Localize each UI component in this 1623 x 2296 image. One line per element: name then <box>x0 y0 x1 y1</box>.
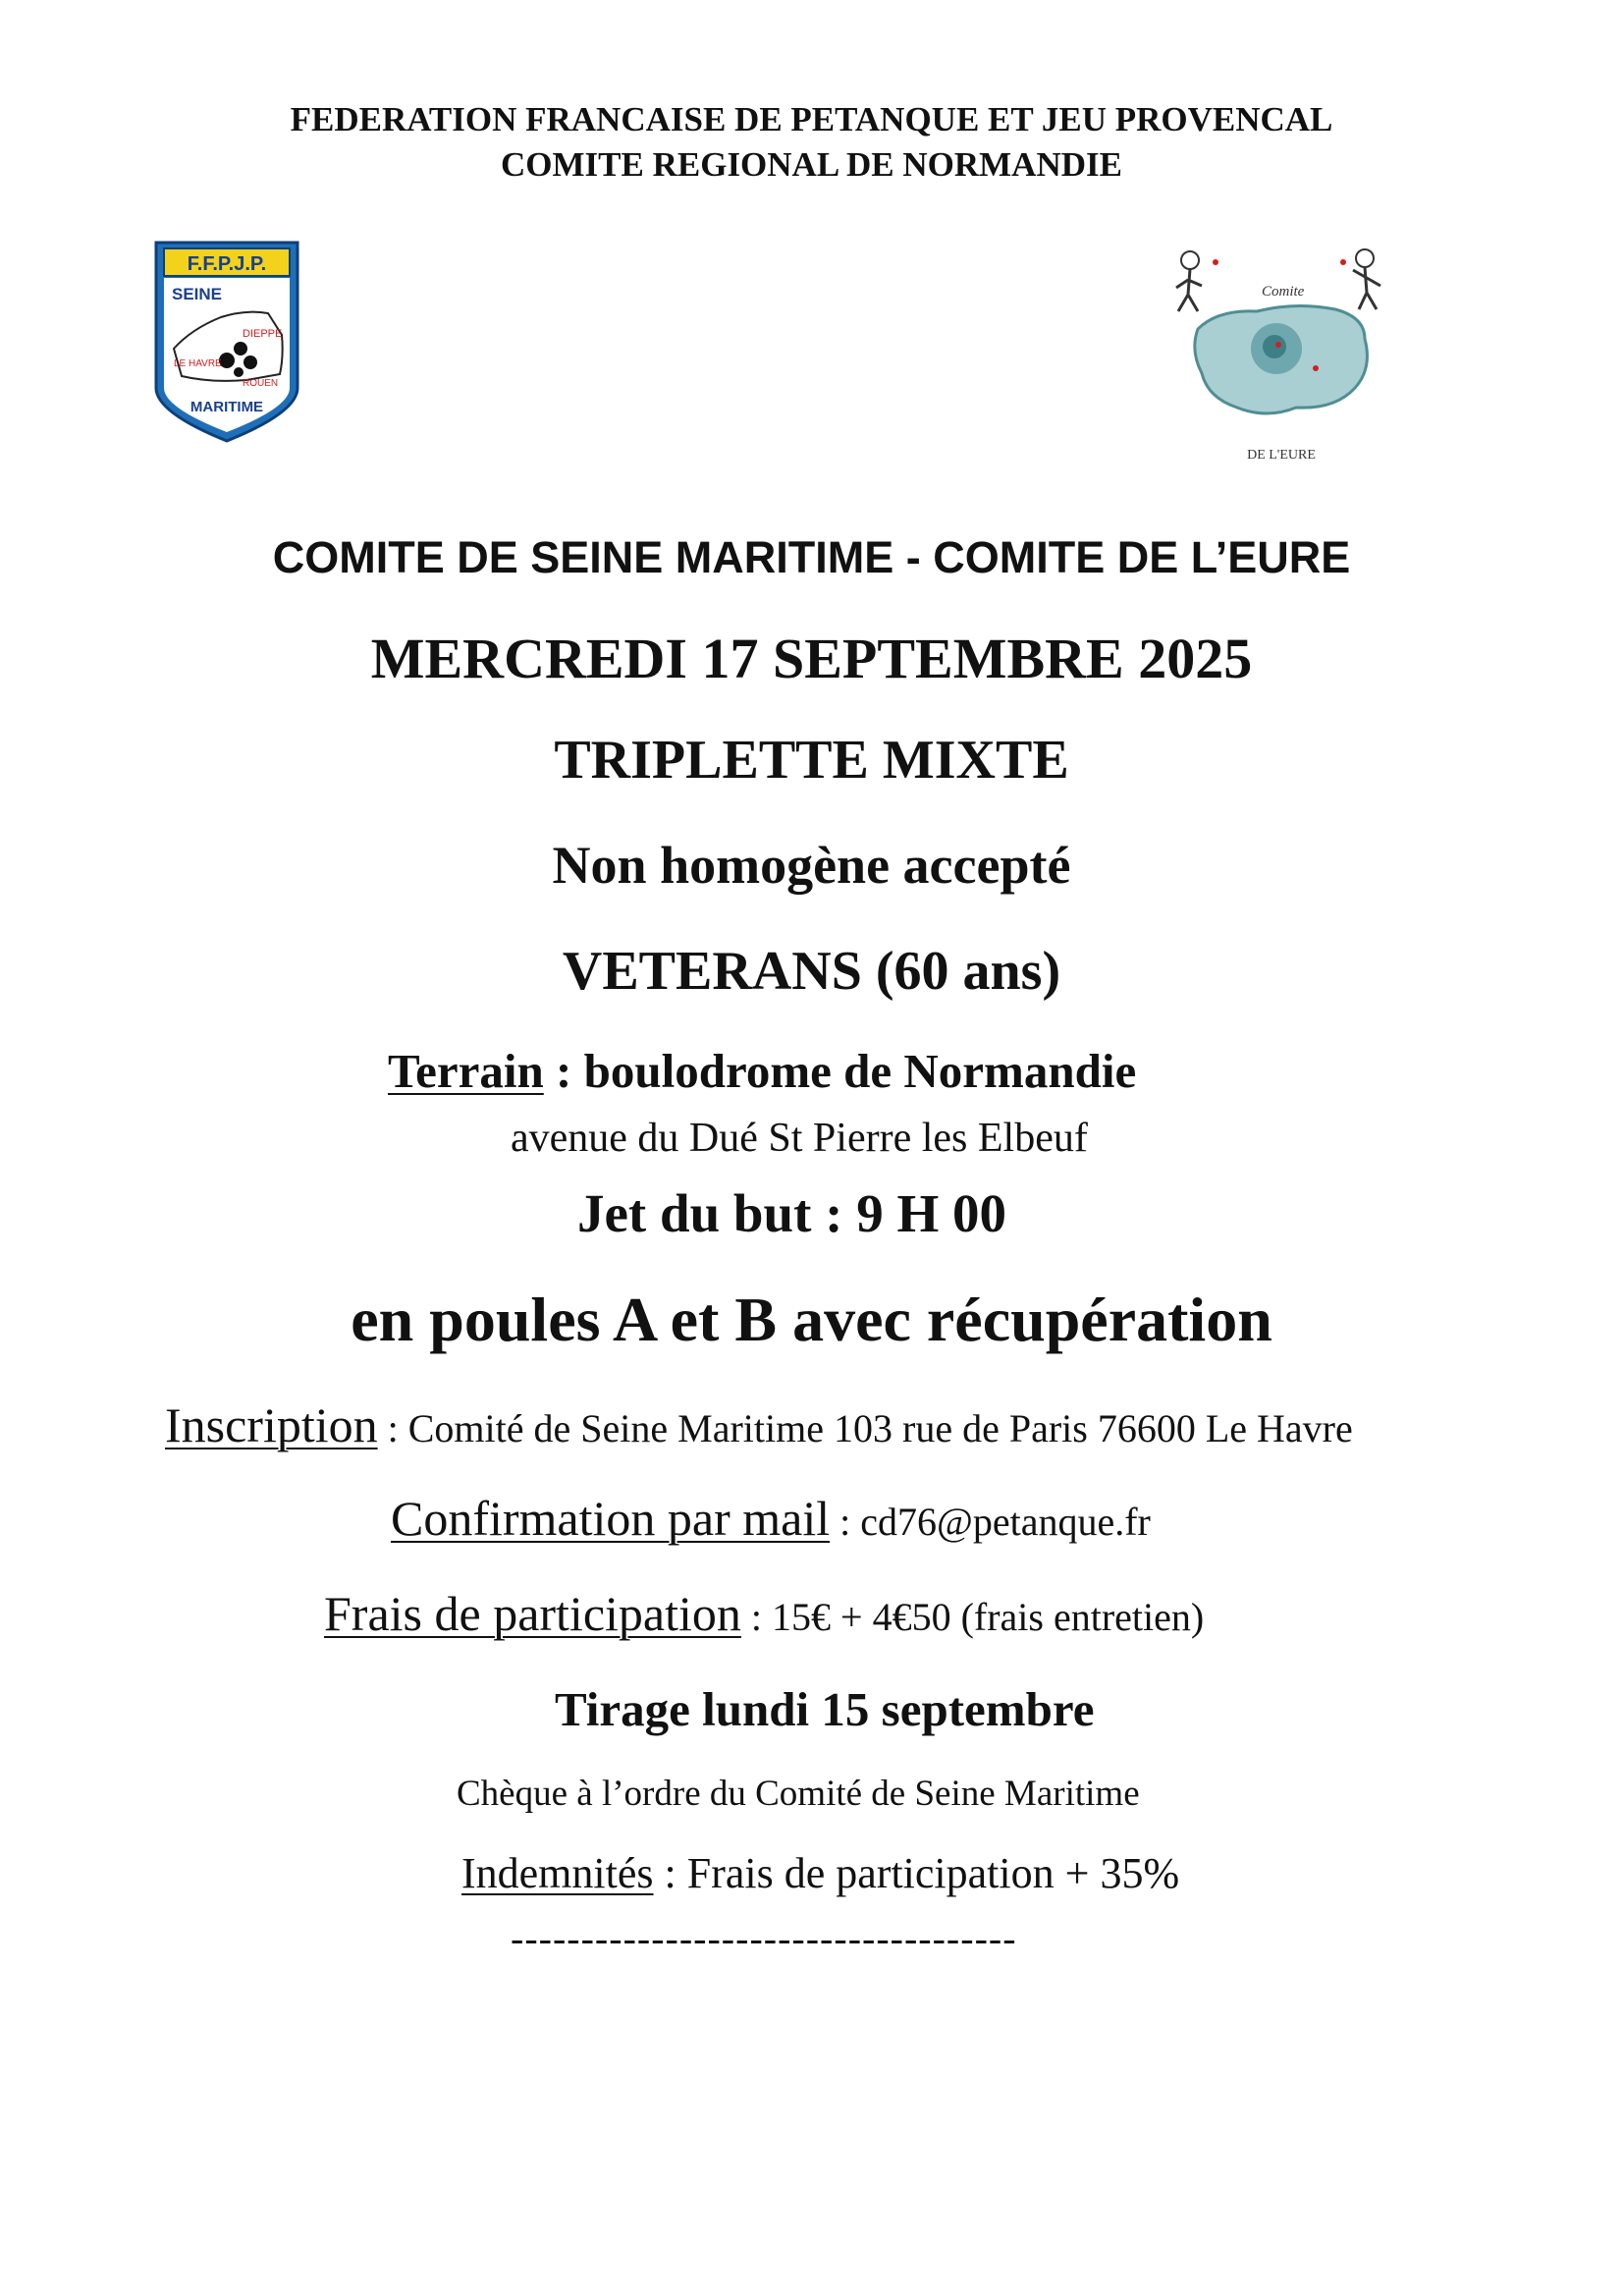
draw-date: Tirage lundi 15 septembre <box>555 1682 1095 1736</box>
confirmation-label: Confirmation par mail <box>391 1491 831 1546</box>
logo-badge-text: F.F.P.J.P. <box>187 253 267 275</box>
fees-value: : 15€ + 4€50 (frais entretien) <box>740 1595 1205 1639</box>
federation-title: FEDERATION FRANCAISE DE PETANQUE ET JEU PROVENCAL <box>290 100 1333 138</box>
event-address: avenue du Dué St Pierre les Elbeuf <box>511 1116 1088 1161</box>
terrain-label: Terrain <box>388 1044 544 1098</box>
logo-bottom-label: MARITIME <box>189 399 264 415</box>
player-figure-left-icon <box>1181 251 1199 269</box>
eure-map-logo-icon <box>1168 241 1394 476</box>
player-figure-right-icon <box>1356 249 1374 267</box>
event-pools: en poules A et B avec récupération <box>351 1285 1272 1354</box>
confirmation-value: : cd76@petanque.fr <box>830 1500 1151 1544</box>
event-category: VETERANS (60 ans) <box>562 941 1061 1002</box>
cheque-instruction: Chèque à l’ordre du Comité de Seine Maritime <box>457 1774 1140 1814</box>
event-start-time: Jet du but : 9 H 00 <box>577 1183 1006 1243</box>
indemnity-label: Indemnités <box>461 1849 654 1897</box>
indemnity-value: : Frais de participation + 35% <box>653 1849 1180 1897</box>
logo-top-label: SEINE <box>172 285 223 303</box>
logo-city-dieppe: DIEPPE <box>243 328 283 340</box>
fees-label: Frais de participation <box>324 1586 741 1641</box>
comite-eure-logo <box>1168 241 1394 476</box>
inscription-value: : Comité de Seine Maritime 103 rue de Paris 76600 Le Havre <box>377 1406 1353 1450</box>
logo-eure-label: DE L'EURE <box>1247 448 1316 463</box>
event-date: MERCREDI 17 SEPTEMBRE 2025 <box>370 627 1253 690</box>
event-format: TRIPLETTE MIXTE <box>554 730 1069 791</box>
logo-city-le-havre: LE HAVRE <box>174 358 222 369</box>
ffpjp-seine-maritime-logo <box>152 241 301 443</box>
regional-committee-title: COMITE REGIONAL DE NORMANDIE <box>501 145 1122 184</box>
logo-city-rouen: ROUEN <box>243 378 279 389</box>
indemnity-line <box>461 1846 1179 1901</box>
fees-line <box>324 1583 1204 1657</box>
inscription-line <box>165 1394 1353 1468</box>
terrain-line <box>388 1041 1136 1102</box>
event-note: Non homogène accepté <box>552 836 1071 895</box>
shield-logo-icon <box>152 241 301 443</box>
confirmation-line <box>391 1488 1151 1561</box>
separator-line: ------------------------------------ <box>511 1916 1017 1960</box>
terrain-value: : boulodrome de Normandie <box>543 1044 1137 1098</box>
logo-comite-label: Comite <box>1262 284 1305 300</box>
inscription-label: Inscription <box>165 1397 378 1452</box>
organizers-heading: COMITE DE SEINE MARITIME - COMITE DE L’EURE <box>272 532 1351 582</box>
